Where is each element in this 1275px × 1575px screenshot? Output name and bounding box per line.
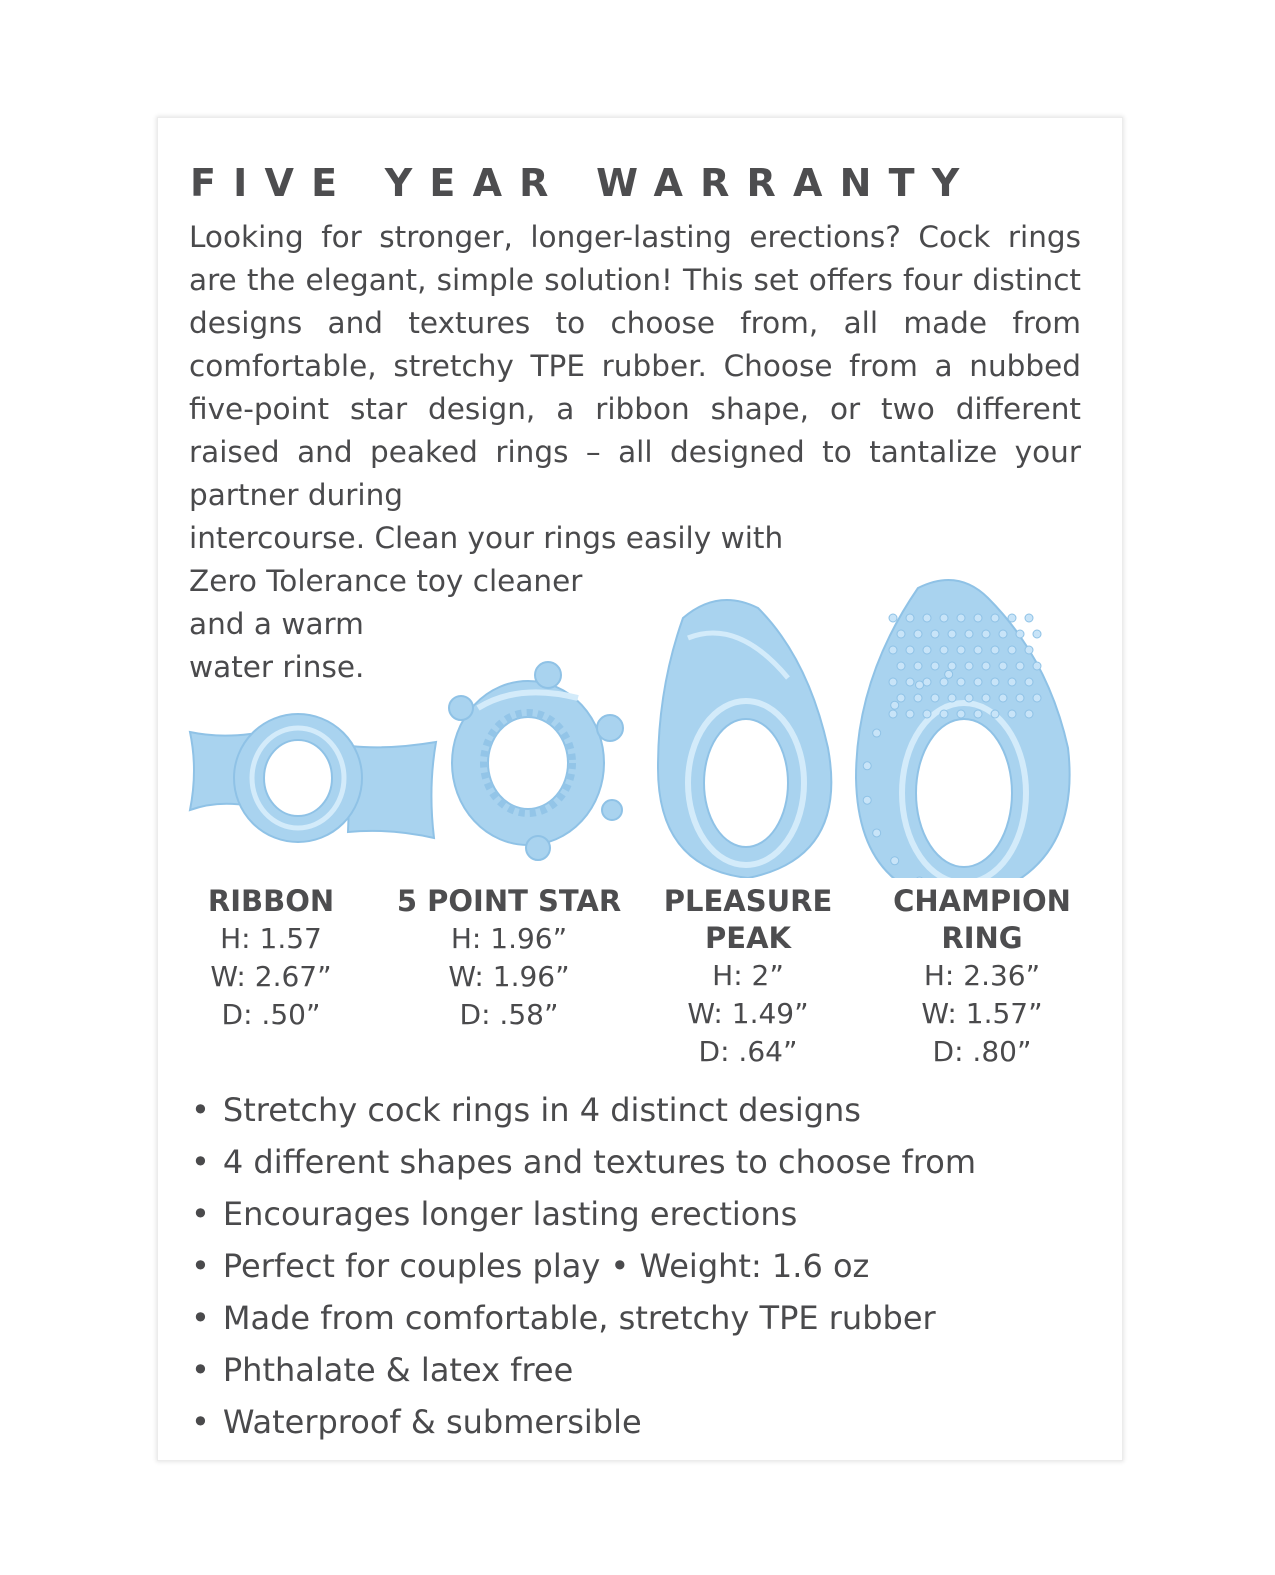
nub-texture [1016,694,1024,702]
nub-texture [863,762,871,770]
product-height: H: 2.36” [923,959,1041,992]
nub-texture [923,614,931,622]
nub-texture [957,614,965,622]
nub-texture [965,662,973,670]
feature-item: • 4 different shapes and textures to choose from [191,1136,976,1188]
product-name: RIBBON [207,884,335,918]
feature-item: • Made from comfortable, stretchy TPE rubber [191,1292,976,1344]
description-line-9: Zero Tolerance toy cleaner [189,564,583,598]
nub-texture [931,694,939,702]
nub-texture [948,630,956,638]
nub-texture [923,678,931,686]
nub-texture [889,614,897,622]
nub-texture [999,630,1007,638]
spec-five-point-star [389,883,629,1034]
description-paragraph: Looking for stronger, longer-lasting erections? Cock rings are the elegant, simple solution! This set offers four distinct designs and textures to choose from, all made from comfortable, stretchy TPE rubber. Choose from a nubbed five-point star design, a ribbon shape, or two different raised and peaked rings – all designed to tantalize your partner during [189,220,1081,512]
nub-texture [948,694,956,702]
nub-texture [891,857,899,865]
nub-texture [923,646,931,654]
nub-texture [974,614,982,622]
description-line-11: water rinse. [189,650,365,684]
product-height: H: 1.96” [450,922,568,955]
nub-texture [991,614,999,622]
nub-texture [889,678,897,686]
product-name-line2: PEAK [705,921,791,955]
nub-texture [931,630,939,638]
nub-texture [914,662,922,670]
five-point-star-ring-image [449,662,623,860]
product-width: W: 1.57” [921,997,1043,1030]
feature-item: • Perfect for couples play • Weight: 1.6 oz [191,1240,976,1292]
product-name: CHAMPION [893,884,1071,918]
nub-texture [974,710,982,718]
nub-texture [1025,614,1033,622]
nub-texture [906,614,914,622]
product-width: W: 2.67” [210,960,332,993]
product-info-card [157,117,1123,1461]
nub-texture [914,630,922,638]
nub-texture [891,701,899,709]
nub-texture [982,630,990,638]
nub-texture [974,678,982,686]
product-lineup [158,578,1122,1078]
nub-texture [1008,710,1016,718]
nub-texture [991,646,999,654]
feature-item: • Encourages longer lasting erections [191,1188,976,1240]
nub-texture [1008,678,1016,686]
nub-texture [1008,614,1016,622]
nub-texture [965,694,973,702]
nub-texture [940,678,948,686]
nub-texture [1033,662,1041,670]
product-depth: D: .50” [221,998,321,1031]
nub-texture [889,646,897,654]
nub-texture [982,662,990,670]
nub-texture [1033,694,1041,702]
spec-pleasure-peak [628,883,868,1071]
product-depth: D: .80” [932,1035,1032,1068]
nub-texture [957,710,965,718]
feature-item: • Waterproof & submersible [191,1396,976,1448]
nub-texture [982,694,990,702]
nub-texture [1025,646,1033,654]
nub-texture [906,678,914,686]
nub-texture [916,681,924,689]
nub-texture [889,710,897,718]
nub-texture [999,694,1007,702]
nub-texture [999,662,1007,670]
nub-texture [1016,662,1024,670]
spec-ribbon [151,883,391,1034]
nub-texture [1033,630,1041,638]
champion-ring-image [856,580,1070,878]
nub-texture [1008,646,1016,654]
nub-texture [965,630,973,638]
nub-texture [974,646,982,654]
product-height: H: 2” [712,959,784,992]
pleasure-peak-ring-image [658,600,831,878]
nub-texture [931,662,939,670]
nub-texture [1016,630,1024,638]
description-line-8: intercourse. Clean your rings easily with [189,521,784,555]
nub-texture [991,710,999,718]
product-height: H: 1.57 [220,922,322,955]
product-name: PLEASURE [663,884,833,918]
product-depth: D: .64” [698,1035,798,1068]
nub-texture [945,670,953,678]
rings-illustration [158,578,1122,878]
nub-texture [957,646,965,654]
nub-texture [923,710,931,718]
ribbon-ring-image [190,714,436,842]
spec-champion-ring [862,883,1102,1071]
product-depth: D: .58” [459,998,559,1031]
nub-texture [940,710,948,718]
nub-texture [1025,710,1033,718]
description-line-10: and a warm [189,607,364,641]
nub-texture [1025,678,1033,686]
nub-texture [940,646,948,654]
nub-texture [863,796,871,804]
nub-texture [914,694,922,702]
nub-texture [873,829,881,837]
nub-texture [906,646,914,654]
nub-texture [897,694,905,702]
nub-texture [991,678,999,686]
warranty-heading: FIVE YEAR WARRANTY [190,161,977,205]
nub-texture [957,678,965,686]
feature-item: • Phthalate & latex free [191,1344,976,1396]
nub-texture [906,710,914,718]
nub-texture [948,662,956,670]
nub-texture [897,662,905,670]
feature-item: • Stretchy cock rings in 4 distinct designs [191,1084,976,1136]
nub-texture [940,614,948,622]
nub-texture [897,630,905,638]
product-width: W: 1.96” [448,960,570,993]
feature-list [191,1084,976,1448]
nub-texture [873,729,881,737]
product-width: W: 1.49” [687,997,809,1030]
product-name: 5 POINT STAR [396,884,622,918]
product-name-line2: RING [941,921,1023,955]
